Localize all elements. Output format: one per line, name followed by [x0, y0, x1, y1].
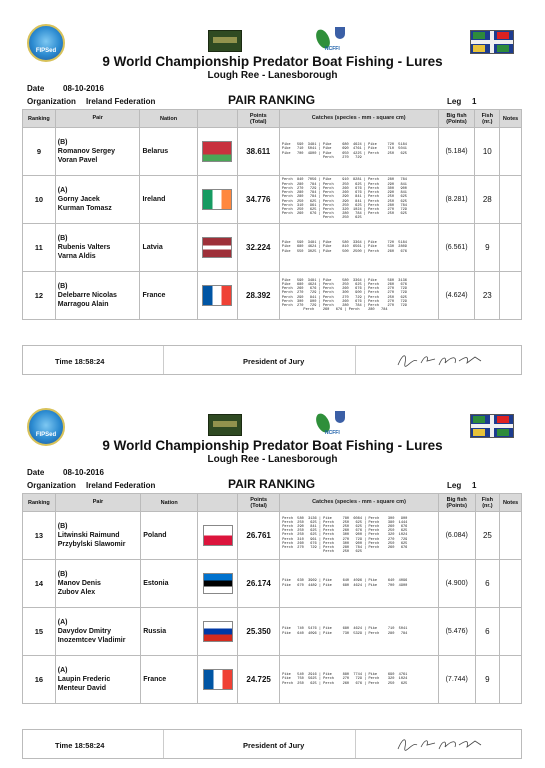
col-fish: Fish (nr.)	[475, 110, 500, 128]
nation-flag-icon	[203, 525, 233, 546]
bigfish-cell: (4.900)	[438, 560, 475, 608]
col-catches: Catches (species - mm - square cm)	[279, 110, 438, 128]
pair-cell	[55, 272, 140, 320]
date-label: Date	[27, 84, 45, 93]
rank-cell: 16	[23, 656, 56, 704]
provinces-flag-icon	[470, 30, 514, 54]
nation-flag-icon	[203, 573, 233, 594]
catches-cell: Perch 580 3136 | Pike 780 6084 | Perch 300 900 Perch 250 625 | Perch 250 625 | Perch 380 1444 Perch 290 841 | Perch 250 625 | Perch 260 676 Perch 250 625 | Perch 260 676 | Perch 250 625 Perch 250 625 | Perch 300 900 | Perch 320 1024 Perch 310 961 | Perch 270 729 | Perch 270 729 Perch 260 676 | Perch 300 900 | Perch 250 625 Perch 270 729 | Perch 280 784 | Perch 260 676 Perch 250 625	[280, 512, 439, 560]
angler-1: Manov Denis	[57, 580, 101, 587]
bigfish-cell: (7.744)	[438, 656, 475, 704]
sector-label: (A)	[57, 667, 68, 674]
sector-label: (A)	[57, 619, 68, 626]
flag-cell	[197, 176, 237, 224]
catches-cell: Pike 590 3481 | Pike 580 3364 | Pike 560 3136 Pike 680 4624 | Perch 250 625 | Perch 260 676 Perch 260 676 | Perch 260 676 | Perch 270 729 Perch 270 729 | Perch 300 900 | Perch 270 729 Perch 290 841 | Perch 270 729 | Perch 250 625 Perch 300 900 | Perch 260 676 | Perch 270 729 Perch 270 729 | Perch 280 784 | Perch 270 729 Perch 260 676 | Perch 280 784	[279, 272, 438, 320]
nation-cell: Latvia	[140, 224, 197, 272]
rank-cell: 14	[23, 560, 56, 608]
notes-cell	[500, 176, 522, 224]
table-header-row	[23, 110, 522, 128]
catches-cell: Perch 840 7056 | Pike 910 8281 | Perch 280 784 Perch 280 784 | Perch 250 625 | Perch 290 841 Perch 270 729 | Perch 260 676 | Perch 300 900 Perch 280 784 | Perch 260 676 | Perch 290 841 Perch 280 784 | Perch 290 841 | Perch 250 625 Perch 250 625 | Perch 290 841 | Perch 250 625 Perch 310 961 | Perch 250 625 | Perch 280 784 Perch 250 625 | Perch 320 1024 | Perch 270 729 Perch 260 676 | Perch 280 784 | Perch 250 625 Perch 250 625	[279, 176, 438, 224]
president-signature	[395, 735, 485, 753]
fish-count-cell: 25	[475, 512, 500, 560]
flag-cell	[197, 272, 237, 320]
angler-2: Varna Aldis	[57, 253, 96, 260]
points-cell: 25.350	[238, 608, 280, 656]
ncffi-logo	[315, 27, 355, 55]
catches-cell: Pike 740 5476 | Pike 680 4624 | Pike 710 5041 Pike 640 4096 | Pike 730 5329 | Perch 280 784	[280, 608, 439, 656]
notes-cell	[500, 272, 522, 320]
col-fish: Fish (nr.)	[475, 494, 500, 512]
col-ranking: Ranking	[23, 110, 56, 128]
bigfish-cell: (8.281)	[438, 176, 475, 224]
date-value: 08-10-2016	[63, 84, 104, 93]
leg-label: Leg	[447, 481, 462, 490]
fipsed-logo-text: FIPSed	[35, 48, 57, 54]
angler-2: Menteur David	[57, 685, 106, 692]
nation-flag-icon	[202, 141, 232, 162]
table-row	[23, 176, 522, 224]
fipsed-logo-text: FIPSed	[35, 432, 57, 438]
date-value: 08-10-2016	[63, 468, 104, 477]
organization-label: Organization	[27, 481, 76, 490]
col-ranking: Ranking	[23, 494, 56, 512]
notes-cell	[500, 656, 522, 704]
angler-1: Delebarre Nicolas	[57, 292, 117, 299]
bigfish-cell: (6.084)	[438, 512, 475, 560]
notes-cell	[500, 128, 522, 176]
angler-1: Laupin Frederic	[57, 676, 111, 683]
flag-cell	[198, 608, 238, 656]
organization-value: Ireland Federation	[86, 481, 156, 490]
points-cell: 26.761	[238, 512, 280, 560]
notes-cell	[500, 560, 522, 608]
angler-2: Inozemtcev Vladimir	[57, 637, 126, 644]
ncffi-logo-text: NCFFI	[325, 46, 340, 52]
leg-label: Leg	[447, 97, 462, 106]
rank-cell: 10	[23, 176, 56, 224]
table-row	[23, 224, 522, 272]
president-of-jury-label: President of Jury	[243, 357, 305, 366]
col-pair: Pair	[55, 494, 140, 512]
table-row	[23, 512, 522, 560]
col-points: Points (Total)	[237, 110, 279, 128]
nation-cell: France	[140, 272, 197, 320]
pair-cell	[55, 176, 140, 224]
page-title: 9 World Championship Predator Boat Fishing - Lures	[102, 438, 443, 453]
angler-1: Davydov Dmitry	[57, 628, 112, 635]
fish-count-cell: 10	[475, 128, 500, 176]
fish-count-cell: 6	[475, 608, 500, 656]
nation-cell: Ireland	[140, 176, 197, 224]
col-catches: Catches (species - mm - square cm)	[280, 494, 439, 512]
table-row	[23, 272, 522, 320]
notes-cell	[500, 512, 522, 560]
pair-cell	[55, 128, 140, 176]
page-subtitle: Lough Ree - Lanesborough	[207, 70, 338, 81]
page-subtitle: Lough Ree - Lanesborough	[207, 454, 338, 465]
table-row	[23, 128, 522, 176]
footer-time: Time 18:58:24	[55, 357, 105, 366]
sector-label: (B)	[57, 571, 68, 578]
footer-bar	[22, 729, 522, 759]
pair-cell	[55, 224, 140, 272]
leg-value: 1	[472, 97, 477, 106]
ncffi-logo-text: NCFFI	[325, 430, 340, 436]
nation-cell: Estonia	[141, 560, 198, 608]
notes-cell	[500, 608, 522, 656]
bigfish-cell: (4.624)	[438, 272, 475, 320]
nation-flag-icon	[203, 669, 233, 690]
col-nation: Nation	[141, 494, 198, 512]
flag-cell	[198, 560, 238, 608]
col-flag	[197, 110, 237, 128]
sector-label: (A)	[57, 187, 68, 194]
angler-2: Przybylski Slawomir	[57, 541, 126, 548]
rank-cell: 11	[23, 224, 56, 272]
result-sheet-2	[0, 384, 545, 768]
col-flag	[198, 494, 238, 512]
shield-icon	[335, 27, 345, 39]
points-cell: 32.224	[237, 224, 279, 272]
col-bigfish: Big fish (Points)	[438, 494, 475, 512]
sector-label: (B)	[57, 235, 68, 242]
sponsor-logo	[208, 414, 242, 436]
col-points: Points (Total)	[238, 494, 280, 512]
catches-cell: Pike 630 3969 | Pike 640 4096 | Pike 640 4096 Pike 670 4489 | Pike 680 4624 | Pike 700 4900	[280, 560, 439, 608]
angler-1: Rubenis Valters	[57, 244, 111, 251]
table-header-row	[23, 494, 522, 512]
col-nation: Nation	[140, 110, 197, 128]
points-cell: 38.611	[237, 128, 279, 176]
nation-flag-icon	[203, 621, 233, 642]
president-signature	[395, 351, 485, 369]
flag-cell	[198, 656, 238, 704]
bigfish-cell: (5.476)	[438, 608, 475, 656]
footer-bar	[22, 345, 522, 375]
fish-count-cell: 9	[475, 224, 500, 272]
rank-cell: 15	[23, 608, 56, 656]
angler-1: Romanov Sergey	[57, 148, 115, 155]
angler-1: Litwinski Raimund	[57, 532, 120, 539]
pair-cell	[55, 560, 140, 608]
col-notes: Notes	[500, 494, 522, 512]
sponsor-logo	[208, 30, 242, 52]
ranking-table	[22, 493, 522, 704]
points-cell: 26.174	[238, 560, 280, 608]
table-row	[23, 656, 522, 704]
pair-cell	[55, 512, 140, 560]
bigfish-cell: (6.561)	[438, 224, 475, 272]
bigfish-cell: (5.184)	[438, 128, 475, 176]
catches-cell: Pike 590 3481 | Pike 680 4624 | Pike 720 5184 Pike 710 5041 | Pike 690 4761 | Pike 710 5041 Pike 700 4900 | Pike 650 4225 | Perch 250 625 Perch 270 729	[279, 128, 438, 176]
fish-count-cell: 23	[475, 272, 500, 320]
rank-cell: 13	[23, 512, 56, 560]
points-cell: 34.776	[237, 176, 279, 224]
angler-2: Zubov Alex	[57, 589, 96, 596]
organization-label: Organization	[27, 97, 76, 106]
provinces-flag-icon	[470, 414, 514, 438]
flag-cell	[197, 128, 237, 176]
angler-2: Voran Pavel	[57, 157, 98, 164]
rank-cell: 12	[23, 272, 56, 320]
col-pair: Pair	[55, 110, 140, 128]
fish-count-cell: 9	[475, 656, 500, 704]
nation-cell: Belarus	[140, 128, 197, 176]
table-row	[23, 608, 522, 656]
angler-2: Marragou Alain	[57, 301, 109, 308]
pair-cell	[55, 656, 140, 704]
points-cell: 28.392	[237, 272, 279, 320]
ranking-title: PAIR RANKING	[228, 93, 316, 107]
table-row	[23, 560, 522, 608]
sector-label: (B)	[57, 139, 68, 146]
angler-1: Gorny Jacek	[57, 196, 100, 203]
angler-2: Kurman Tomasz	[57, 205, 112, 212]
col-notes: Notes	[500, 110, 522, 128]
fish-count-cell: 28	[475, 176, 500, 224]
nation-flag-icon	[202, 189, 232, 210]
points-cell: 24.725	[238, 656, 280, 704]
ranking-table	[22, 109, 522, 320]
sector-label: (B)	[57, 523, 68, 530]
nation-flag-icon	[202, 285, 232, 306]
footer-time: Time 18:58:24	[55, 741, 105, 750]
shield-icon	[335, 411, 345, 423]
ncffi-logo	[315, 411, 355, 439]
ranking-title: PAIR RANKING	[228, 477, 316, 491]
president-of-jury-label: President of Jury	[243, 741, 305, 750]
nation-flag-icon	[202, 237, 232, 258]
rank-cell: 9	[23, 128, 56, 176]
flag-cell	[198, 512, 238, 560]
catches-cell: Pike 540 2916 | Pike 880 7744 | Pike 690 4761 Pike 750 5625 | Perch 270 729 | Perch 320 1024 Perch 250 625 | Perch 260 676 | Perch 250 625	[280, 656, 439, 704]
notes-cell	[500, 224, 522, 272]
fish-count-cell: 6	[475, 560, 500, 608]
page-title: 9 World Championship Predator Boat Fishing - Lures	[102, 54, 443, 69]
nation-cell: Russia	[141, 608, 198, 656]
nation-cell: France	[141, 656, 198, 704]
organization-value: Ireland Federation	[86, 97, 156, 106]
sector-label: (B)	[57, 283, 68, 290]
nation-cell: Poland	[141, 512, 198, 560]
leg-value: 1	[472, 481, 477, 490]
catches-cell: Pike 590 3481 | Pike 580 3364 | Pike 720 5184 Pike 680 4624 | Pike 810 6561 | Pike 530 2809 Pike 550 3025 | Pike 500 2500 | Perch 260 676	[279, 224, 438, 272]
pair-cell	[55, 608, 140, 656]
flag-cell	[197, 224, 237, 272]
col-bigfish: Big fish (Points)	[438, 110, 475, 128]
date-label: Date	[27, 468, 45, 477]
